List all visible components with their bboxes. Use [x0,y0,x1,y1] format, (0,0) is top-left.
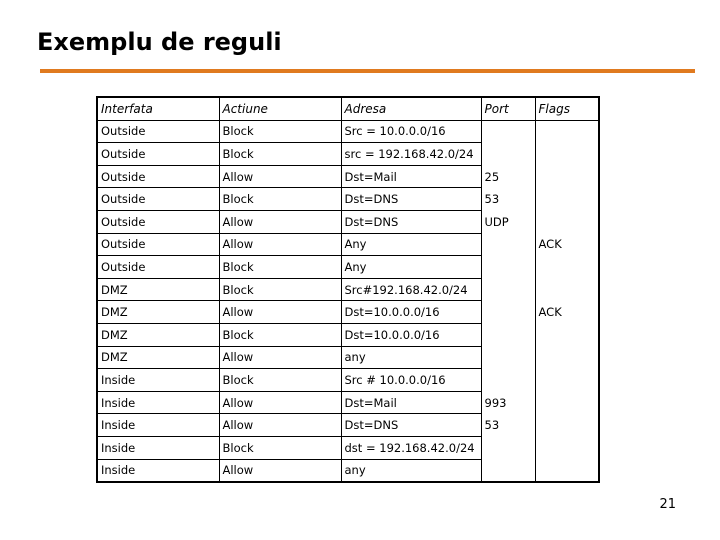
cell-port [481,369,535,392]
cell-address: Dst=Mail [341,165,481,188]
cell-port: 25 [481,165,535,188]
cell-address: any [341,459,481,482]
cell-port: 993 [481,391,535,414]
cell-address: src = 192.168.42.0/24 [341,143,481,166]
cell-port [481,301,535,324]
cell-port: 53 [481,188,535,211]
cell-port [481,436,535,459]
cell-action: Allow [219,233,341,256]
cell-action: Allow [219,165,341,188]
cell-address: Dst=DNS [341,414,481,437]
table-row [97,459,599,482]
cell-interface: Inside [97,414,219,437]
cell-action: Allow [219,210,341,233]
cell-flags [535,256,599,279]
cell-port: UDP [481,210,535,233]
cell-address: Src#192.168.42.0/24 [341,278,481,301]
table-row [97,278,599,301]
cell-port [481,346,535,369]
cell-interface: DMZ [97,323,219,346]
column-header-port: Port [481,97,535,120]
cell-address: Dst=DNS [341,188,481,211]
cell-action: Block [219,120,341,143]
title-underline [40,69,695,73]
cell-action: Block [219,143,341,166]
cell-flags [535,188,599,211]
table-row [97,256,599,279]
cell-flags [535,165,599,188]
table-row [97,165,599,188]
table-header-row [97,97,599,120]
cell-action: Block [219,278,341,301]
cell-action: Allow [219,301,341,324]
cell-flags [535,436,599,459]
cell-interface: Outside [97,188,219,211]
cell-interface: Outside [97,143,219,166]
cell-interface: DMZ [97,346,219,369]
table-row [97,414,599,437]
cell-address: Src = 10.0.0.0/16 [341,120,481,143]
cell-address: Any [341,233,481,256]
cell-flags [535,459,599,482]
table-row [97,391,599,414]
cell-address: Dst=10.0.0.0/16 [341,323,481,346]
cell-action: Allow [219,346,341,369]
table-row [97,301,599,324]
cell-interface: Inside [97,459,219,482]
table-row [97,233,599,256]
cell-port [481,323,535,346]
table-row [97,188,599,211]
cell-address: Dst=10.0.0.0/16 [341,301,481,324]
cell-interface: Outside [97,210,219,233]
cell-address: dst = 192.168.42.0/24 [341,436,481,459]
column-header-interface: Interfata [97,97,219,120]
cell-interface: Outside [97,233,219,256]
cell-address: Any [341,256,481,279]
rules-table [96,96,600,483]
table-row [97,369,599,392]
cell-flags [535,391,599,414]
cell-address: any [341,346,481,369]
cell-port [481,256,535,279]
column-header-action: Actiune [219,97,341,120]
cell-port [481,278,535,301]
slide-title: Exemplu de reguli [37,28,282,56]
cell-address: Dst=Mail [341,391,481,414]
cell-action: Block [219,256,341,279]
cell-interface: Outside [97,165,219,188]
cell-port [481,143,535,166]
cell-interface: Outside [97,120,219,143]
cell-flags [535,323,599,346]
cell-action: Block [219,369,341,392]
cell-interface: Outside [97,256,219,279]
cell-flags [535,210,599,233]
column-header-flags: Flags [535,97,599,120]
cell-flags: ACK [535,233,599,256]
cell-flags [535,369,599,392]
cell-interface: DMZ [97,301,219,324]
cell-port: 53 [481,414,535,437]
cell-interface: Inside [97,391,219,414]
cell-flags [535,278,599,301]
table-row [97,210,599,233]
cell-action: Block [219,436,341,459]
cell-flags [535,143,599,166]
table-row [97,143,599,166]
cell-address: Src # 10.0.0.0/16 [341,369,481,392]
cell-interface: Inside [97,436,219,459]
cell-flags: ACK [535,301,599,324]
page-number: 21 [659,497,676,512]
table-row [97,346,599,369]
cell-flags [535,414,599,437]
cell-port [481,120,535,143]
column-header-address: Adresa [341,97,481,120]
cell-action: Block [219,323,341,346]
table-row [97,436,599,459]
cell-interface: Inside [97,369,219,392]
cell-port [481,459,535,482]
cell-flags [535,346,599,369]
cell-flags [535,120,599,143]
cell-address: Dst=DNS [341,210,481,233]
table-row [97,323,599,346]
cell-action: Allow [219,414,341,437]
cell-action: Allow [219,391,341,414]
cell-action: Block [219,188,341,211]
cell-port [481,233,535,256]
table-row [97,120,599,143]
cell-action: Allow [219,459,341,482]
cell-interface: DMZ [97,278,219,301]
